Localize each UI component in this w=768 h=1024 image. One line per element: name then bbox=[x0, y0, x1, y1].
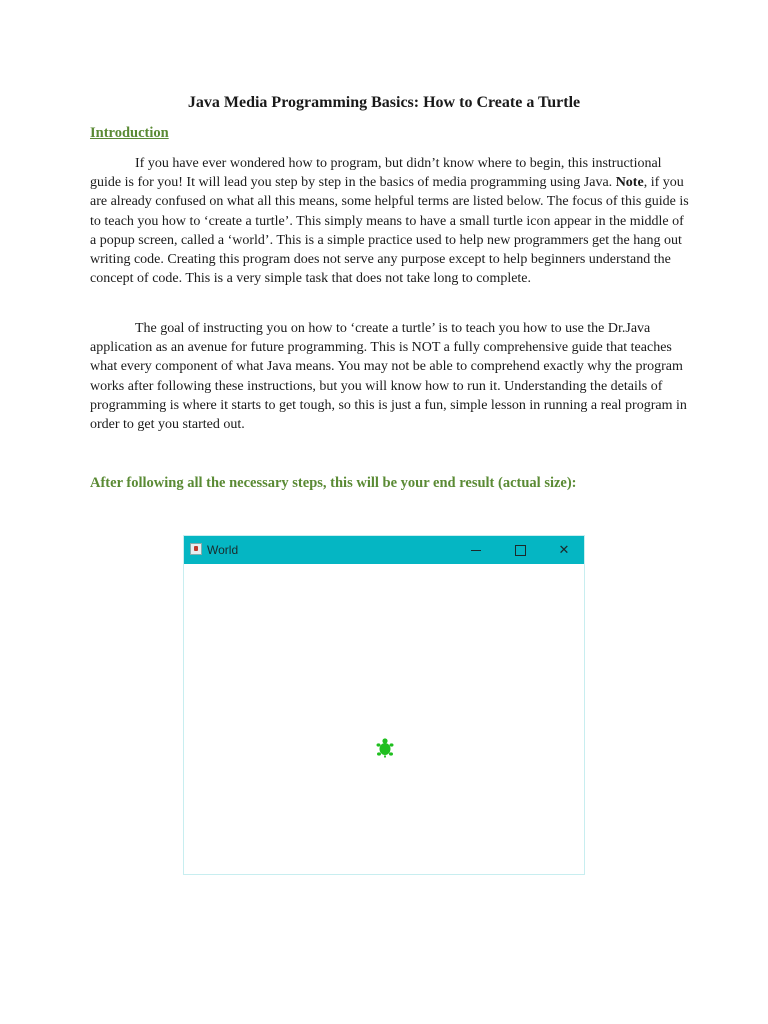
intro-paragraph-1 bbox=[90, 154, 690, 288]
close-button[interactable] bbox=[542, 536, 586, 564]
world-canvas bbox=[184, 564, 584, 874]
minimize-button[interactable] bbox=[454, 536, 498, 564]
intro-paragraph-2 bbox=[90, 319, 690, 434]
note-bold-text: Note bbox=[615, 175, 644, 191]
section-heading-introduction: Introduction bbox=[90, 125, 169, 141]
world-window-titlebar bbox=[184, 536, 584, 564]
end-result-caption: After following all the necessary steps, this will be your end result (actual size): bbox=[90, 475, 577, 491]
world-window-title: World bbox=[207, 543, 239, 557]
paragraph1-text-end: , if you are already confused on what all this means, some helpful terms are listed below. The focus of this guide is to teach you how to ‘create a turtle’. This simply means to have a small turtle icon appear in the middle of a popup screen, called a ‘world’. This is a simple practice used to help new programmers get the hang out writing code. Creating this program does not serve any purpose except to help beginners understand the concept of code. This is a very simple task that does not take long to complete. bbox=[90, 175, 689, 287]
minimize-icon bbox=[471, 550, 481, 551]
paragraph2-text: The goal of instructing you on how to ‘create a turtle’ is to teach you how to use the Dr.Java application as an avenue for future programming. This is NOT a fully comprehensive guide that teaches what every component of what Java means. You may not be able to comprehend exactly why the program works after following these instructions, but you will know how to run it. Understanding the details of programming is where it starts to get tough, so this is just a fun, simple lesson in running a real program in order to get you started out. bbox=[90, 321, 687, 433]
maximize-button[interactable] bbox=[498, 536, 542, 564]
maximize-icon bbox=[515, 545, 526, 556]
java-app-icon bbox=[190, 543, 202, 555]
turtle-icon bbox=[376, 738, 394, 758]
close-icon: ✕ bbox=[558, 542, 570, 557]
page-title: Java Media Programming Basics: How to Create a Turtle bbox=[187, 94, 581, 111]
paragraph1-text-start: If you have ever wondered how to program, but didn’t know where to begin, this instructional guide is for you! It will lead you step by step in the basics of media programming using Java. bbox=[90, 156, 662, 191]
world-window-screenshot bbox=[183, 535, 585, 875]
